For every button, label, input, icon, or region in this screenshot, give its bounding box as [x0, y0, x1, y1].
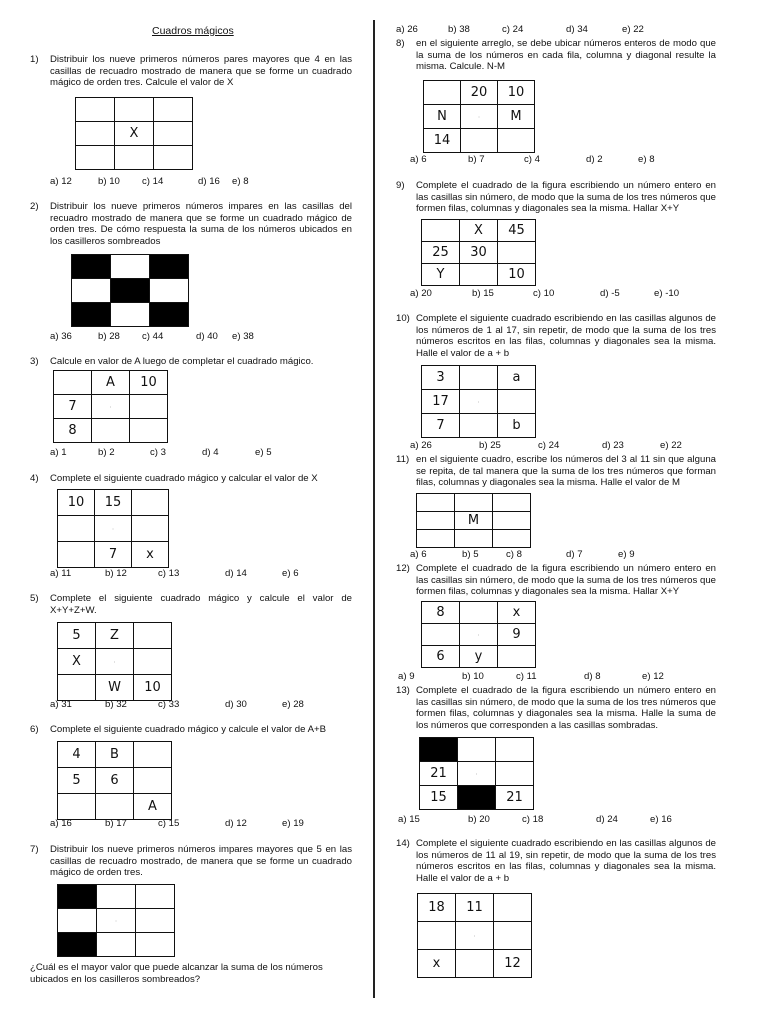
grid-cell: 10: [498, 81, 535, 105]
grid-cell: [460, 366, 498, 390]
grid-row: [58, 768, 172, 794]
grid-cell: Y: [422, 264, 460, 286]
answer-option[interactable]: a) 20: [410, 288, 432, 299]
answer-option[interactable]: a) 1: [50, 447, 67, 458]
grid-row: [58, 885, 175, 909]
answer-option[interactable]: a) 36: [50, 331, 72, 342]
grid-cell: [72, 279, 111, 303]
problem-4: [30, 473, 352, 485]
answer-option[interactable]: c) 44: [142, 331, 164, 342]
grid-cell: [92, 395, 130, 419]
answer-option[interactable]: a) 16: [50, 818, 72, 829]
answer-option[interactable]: e) 22: [622, 24, 644, 35]
answer-option[interactable]: a) 15: [398, 814, 420, 825]
grid-cell: [422, 220, 460, 242]
shaded-cell: [458, 786, 496, 810]
grid-cell: 17: [422, 390, 460, 414]
grid-cell: X: [115, 122, 154, 146]
answer-option[interactable]: e) 12: [642, 671, 664, 682]
problem-12: [396, 563, 716, 598]
answer-option[interactable]: a) 26: [410, 440, 432, 451]
problem-number: 4): [30, 473, 39, 484]
grid-cell: [494, 894, 532, 922]
grid-cell: M: [455, 512, 493, 530]
grid-cell: [460, 602, 498, 624]
grid-cell: 15: [95, 490, 132, 516]
grid-cell: [136, 933, 175, 957]
grid-cell: X: [460, 220, 498, 242]
grid-cell: 4: [58, 742, 96, 768]
problem-text: Complete el cuadrado de la figura escribiendo un número entero en las casillas sin número, de modo que la suma de los tres números que formen filas, columnas y diagonales sea la misma. Halle la suma de los números que corresponden a las casillas sombradas.: [416, 685, 716, 732]
answer-option[interactable]: b) 28: [98, 331, 120, 342]
grid-row: [58, 675, 172, 701]
shaded-cell: [150, 255, 189, 279]
problem-13: [396, 685, 716, 732]
grid-cell: [134, 623, 172, 649]
answer-option[interactable]: e) 6: [282, 568, 299, 579]
magic-square: [416, 493, 531, 548]
grid-row: [422, 390, 536, 414]
grid-cell: [493, 494, 531, 512]
answer-option[interactable]: d) 40: [196, 331, 218, 342]
answer-option[interactable]: e) 22: [660, 440, 682, 451]
problem-1: [30, 54, 352, 89]
magic-square: [53, 370, 168, 443]
answer-option[interactable]: a) 31: [50, 699, 72, 710]
problem-text: Complete el siguiente cuadrado mágico y calcule el valor de X+Y+Z+W.: [50, 593, 352, 616]
answer-option[interactable]: e) 8: [638, 154, 655, 165]
answer-option[interactable]: c) 24: [538, 440, 560, 451]
grid-cell: [58, 794, 96, 820]
answer-option[interactable]: b) 10: [462, 671, 484, 682]
problem-7-question: ¿Cuál es el mayor valor que puede alcanzar la suma de los números ubicados en los casilleros sombreados?: [30, 962, 323, 985]
grid-cell: [456, 950, 494, 978]
grid-row: [422, 624, 536, 646]
grid-cell: [134, 742, 172, 768]
problem-number: 1): [30, 54, 39, 65]
answer-option[interactable]: e) 19: [282, 818, 304, 829]
problem-3: [30, 356, 352, 368]
grid-row: [417, 512, 531, 530]
problem-text: en el siguiente cuadro, escribe los números del 3 al 11 sin que alguna se repita, de tal manera que la suma de los tres números que forman filas, columnas y diagonales sea la misma. Halle el valor de M: [416, 454, 716, 489]
grid-cell: 8: [54, 419, 92, 443]
grid-cell: [154, 146, 193, 170]
answer-option[interactable]: a) 12: [50, 176, 72, 187]
grid-cell: [76, 98, 115, 122]
shaded-square: [71, 254, 189, 327]
grid-cell: [493, 530, 531, 548]
problem-text: Complete el cuadrado de la figura escribiendo un número entero en las casillas sin número, de modo que la suma de los tres números que formen filas, columnas y diagonales sea la misma. Hallar X+Y: [416, 180, 716, 215]
grid-row: [58, 933, 175, 957]
grid-cell: [111, 303, 150, 327]
grid-cell: M: [498, 105, 535, 129]
grid-row: [58, 794, 172, 820]
magic-square: [57, 622, 172, 701]
grid-cell: [460, 414, 498, 438]
grid-cell: [58, 909, 97, 933]
grid-cell: [92, 419, 130, 443]
magic-square: [417, 893, 532, 978]
grid-cell: [130, 395, 168, 419]
grid-cell: 6: [96, 768, 134, 794]
grid-row: [76, 98, 193, 122]
page-title: Cuadros mágicos: [152, 25, 234, 37]
problem-9: [396, 180, 716, 215]
grid-cell: [150, 279, 189, 303]
answer-option[interactable]: d) 2: [586, 154, 603, 165]
grid-row: [54, 395, 168, 419]
grid-cell: [458, 738, 496, 762]
grid-cell: 5: [58, 768, 96, 794]
grid-row: [58, 490, 169, 516]
answer-option[interactable]: a) 6: [410, 549, 427, 560]
answer-option[interactable]: a) 6: [410, 154, 427, 165]
problem-text: Distribuir los nueve primeros números impares mayores que 5 en las casillas de recuadro mostrado, de manera que se forme un cuadrado mágico de orden tres.: [50, 844, 352, 879]
answer-option[interactable]: c) 10: [533, 288, 555, 299]
grid-row: [422, 366, 536, 390]
answer-option[interactable]: b) 38: [448, 24, 470, 35]
problem-11: [396, 454, 716, 489]
answer-option[interactable]: c) 33: [158, 699, 180, 710]
answer-option[interactable]: d) 34: [566, 24, 588, 35]
grid-cell: A: [92, 371, 130, 395]
grid-cell: [97, 909, 136, 933]
answer-option[interactable]: d) 14: [225, 568, 247, 579]
grid-cell: [58, 542, 95, 568]
magic-square: [57, 489, 169, 568]
grid-row: [420, 762, 534, 786]
grid-row: [418, 894, 532, 922]
answer-option[interactable]: d) -5: [600, 288, 620, 299]
grid-cell: y: [460, 646, 498, 668]
grid-cell: [417, 530, 455, 548]
problem-text: en el siguiente arreglo, se debe ubicar números enteros de modo que la suma de los números en cada fila, columna y diagonal resulte la misma. Calcule. N-M: [416, 38, 716, 73]
grid-cell: [76, 146, 115, 170]
grid-cell: [460, 624, 498, 646]
grid-row: [422, 646, 536, 668]
grid-cell: [498, 242, 536, 264]
grid-cell: 8: [422, 602, 460, 624]
grid-cell: 14: [424, 129, 461, 153]
problem-number: 14): [396, 838, 410, 849]
magic-square: [423, 80, 535, 153]
grid-cell: 45: [498, 220, 536, 242]
grid-cell: A: [134, 794, 172, 820]
problem-number: 10): [396, 313, 410, 324]
grid-cell: W: [96, 675, 134, 701]
answer-option[interactable]: b) 2: [98, 447, 115, 458]
grid-cell: [424, 81, 461, 105]
problem-text: Complete el siguiente cuadrado escribiendo en las casillas algunos de los números de 1 al 17, sin repetir, de modo que la suma de los tres números escritos en las filas, columnas y diagonales sea la misma. Halle el valor de a + b: [416, 313, 716, 360]
problem-number: 11): [396, 454, 410, 465]
shaded-cell: [58, 933, 97, 957]
shaded-cell: [111, 279, 150, 303]
grid-row: [422, 264, 536, 286]
grid-row: [58, 649, 172, 675]
answer-option[interactable]: d) 12: [225, 818, 247, 829]
grid-cell: 9: [498, 624, 536, 646]
grid-cell: 10: [134, 675, 172, 701]
grid-cell: 3: [422, 366, 460, 390]
answer-option[interactable]: d) 30: [225, 699, 247, 710]
problem-text: Complete el cuadrado de la figura escribiendo un número entero en las casillas sin número, de modo que la suma de los tres números que formen filas, columnas y diagonales sea la misma. Hallar X+Y: [416, 563, 716, 598]
grid-cell: [496, 738, 534, 762]
column-divider: [373, 20, 375, 998]
grid-cell: a: [498, 366, 536, 390]
grid-cell: [458, 762, 496, 786]
answer-option[interactable]: d) 8: [584, 671, 601, 682]
grid-cell: b: [498, 414, 536, 438]
answer-option[interactable]: c) 14: [142, 176, 164, 187]
grid-cell: x: [418, 950, 456, 978]
grid-row: [58, 909, 175, 933]
answer-option[interactable]: b) 20: [468, 814, 490, 825]
grid-cell: [95, 516, 132, 542]
answer-option[interactable]: c) 3: [150, 447, 166, 458]
answer-option[interactable]: a) 26: [396, 24, 418, 35]
problem-number: 13): [396, 685, 410, 696]
grid-cell: [97, 933, 136, 957]
magic-square: [75, 97, 193, 170]
grid-cell: 7: [422, 414, 460, 438]
problem-14: [396, 838, 716, 885]
grid-cell: [154, 98, 193, 122]
answer-option[interactable]: d) 7: [566, 549, 583, 560]
grid-row: [58, 742, 172, 768]
problem-7: [30, 844, 352, 879]
grid-cell: 21: [420, 762, 458, 786]
grid-cell: 21: [496, 786, 534, 810]
magic-square: [419, 737, 534, 810]
problem-text: Complete el siguiente cuadrado escribiendo en las casillas algunos de los números de 11 al 19, sin repetir, de modo que la suma de los tres números escritos en las filas, columnas y diagonales sea la misma. Halle el valor de a + b: [416, 838, 716, 885]
grid-cell: 15: [420, 786, 458, 810]
grid-cell: [96, 649, 134, 675]
grid-cell: [493, 512, 531, 530]
grid-cell: 10: [130, 371, 168, 395]
grid-row: [54, 371, 168, 395]
grid-cell: [130, 419, 168, 443]
grid-cell: [417, 512, 455, 530]
answer-option[interactable]: d) 23: [602, 440, 624, 451]
answer-option[interactable]: b) 12: [105, 568, 127, 579]
grid-row: [420, 786, 534, 810]
magic-square: [421, 219, 536, 286]
magic-square: [421, 601, 536, 668]
grid-cell: [154, 122, 193, 146]
shaded-square: [57, 884, 175, 957]
grid-row: [422, 414, 536, 438]
answer-option[interactable]: b) 15: [472, 288, 494, 299]
problem-text: Calcule en valor de A luego de completar el cuadrado mágico.: [50, 356, 314, 367]
grid-cell: N: [424, 105, 461, 129]
grid-row: [417, 494, 531, 512]
grid-cell: [461, 129, 498, 153]
problem-text: Distribuir los nueve primeros números impares en las casillas del recuadro mostrado de manera que se forme un cuadrado mágico de orden tres. De cómo respuesta la suma de los números ubicados en los casilleros sombreados: [50, 201, 352, 248]
grid-cell: 10: [498, 264, 536, 286]
problem-text: Distribuir los nueve primeros números pares mayores que 4 en las casillas de recuadro mostrado de manera que se forme un cuadrado mágico de orden tres. Calcule el valor de X: [50, 54, 352, 89]
answer-option[interactable]: a) 11: [50, 568, 72, 579]
grid-cell: [456, 922, 494, 950]
grid-cell: 25: [422, 242, 460, 264]
grid-cell: 7: [54, 395, 92, 419]
grid-cell: [455, 494, 493, 512]
grid-cell: 12: [494, 950, 532, 978]
answer-option[interactable]: e) -10: [654, 288, 680, 299]
grid-cell: [136, 909, 175, 933]
problem-number: 7): [30, 844, 39, 855]
grid-row: [417, 530, 531, 548]
answer-option[interactable]: c) 13: [158, 568, 180, 579]
grid-row: [424, 105, 535, 129]
grid-cell: [132, 516, 169, 542]
grid-row: [422, 242, 536, 264]
answer-option[interactable]: e) 28: [282, 699, 304, 710]
grid-cell: [496, 762, 534, 786]
answer-option[interactable]: b) 32: [105, 699, 127, 710]
grid-cell: [136, 885, 175, 909]
grid-row: [418, 950, 532, 978]
answer-option[interactable]: b) 10: [98, 176, 120, 187]
answer-option[interactable]: b) 7: [468, 154, 485, 165]
grid-row: [424, 129, 535, 153]
grid-cell: [418, 922, 456, 950]
grid-cell: Z: [96, 623, 134, 649]
grid-cell: [498, 129, 535, 153]
grid-cell: [111, 255, 150, 279]
grid-row: [72, 303, 189, 327]
answer-option[interactable]: d) 24: [596, 814, 618, 825]
grid-cell: [460, 390, 498, 414]
answer-option[interactable]: d) 16: [198, 176, 220, 187]
grid-cell: x: [498, 602, 536, 624]
magic-square: [421, 365, 536, 438]
grid-cell: [494, 922, 532, 950]
answer-option[interactable]: b) 5: [462, 549, 479, 560]
grid-cell: [422, 624, 460, 646]
grid-row: [54, 419, 168, 443]
grid-row: [422, 220, 536, 242]
grid-cell: [498, 390, 536, 414]
grid-row: [424, 81, 535, 105]
grid-cell: [132, 490, 169, 516]
answer-option[interactable]: b) 17: [105, 818, 127, 829]
grid-cell: 18: [418, 894, 456, 922]
magic-square: [57, 741, 172, 820]
answer-option[interactable]: d) 4: [202, 447, 219, 458]
answer-option[interactable]: e) 8: [232, 176, 249, 187]
grid-cell: 7: [95, 542, 132, 568]
grid-cell: B: [96, 742, 134, 768]
shaded-cell: [72, 303, 111, 327]
answer-option[interactable]: e) 38: [232, 331, 254, 342]
grid-cell: X: [58, 649, 96, 675]
problem-number: 2): [30, 201, 39, 212]
grid-row: [420, 738, 534, 762]
grid-cell: [58, 516, 95, 542]
grid-cell: x: [132, 542, 169, 568]
shaded-cell: [72, 255, 111, 279]
grid-cell: [115, 98, 154, 122]
grid-cell: [96, 794, 134, 820]
grid-cell: [460, 264, 498, 286]
problem-10: [396, 313, 716, 360]
grid-cell: [54, 371, 92, 395]
grid-cell: [97, 885, 136, 909]
grid-cell: [76, 122, 115, 146]
problem-number: 9): [396, 180, 405, 191]
grid-row: [72, 279, 189, 303]
shaded-cell: [420, 738, 458, 762]
grid-cell: 5: [58, 623, 96, 649]
grid-row: [76, 122, 193, 146]
grid-cell: [115, 146, 154, 170]
grid-cell: 10: [58, 490, 95, 516]
problem-text: Complete el siguiente cuadrado mágico y calcule el valor de A+B: [50, 724, 326, 735]
problem-6: [30, 724, 352, 736]
grid-cell: 20: [461, 81, 498, 105]
answer-option[interactable]: c) 18: [522, 814, 544, 825]
problem-number: 12): [396, 563, 410, 574]
grid-cell: 6: [422, 646, 460, 668]
answer-option[interactable]: b) 25: [479, 440, 501, 451]
shaded-cell: [58, 885, 97, 909]
grid-cell: 30: [460, 242, 498, 264]
grid-cell: [134, 649, 172, 675]
shaded-cell: [150, 303, 189, 327]
problem-8: [396, 38, 716, 73]
problem-text: Complete el siguiente cuadrado mágico y calcular el valor de X: [50, 473, 318, 484]
grid-cell: [455, 530, 493, 548]
problem-number: 5): [30, 593, 39, 604]
grid-row: [72, 255, 189, 279]
grid-cell: [417, 494, 455, 512]
answer-option[interactable]: c) 11: [516, 671, 537, 682]
grid-cell: 11: [456, 894, 494, 922]
grid-row: [418, 922, 532, 950]
problem-number: 8): [396, 38, 405, 49]
grid-cell: [134, 768, 172, 794]
answer-option[interactable]: c) 15: [158, 818, 180, 829]
grid-row: [422, 602, 536, 624]
grid-cell: [461, 105, 498, 129]
grid-row: [58, 542, 169, 568]
grid-cell: [498, 646, 536, 668]
answer-option[interactable]: e) 16: [650, 814, 672, 825]
problem-5: [30, 593, 352, 616]
answer-option[interactable]: c) 4: [524, 154, 540, 165]
problem-number: 3): [30, 356, 39, 367]
grid-row: [76, 146, 193, 170]
answer-option[interactable]: c) 8: [506, 549, 522, 560]
answer-option[interactable]: c) 24: [502, 24, 524, 35]
answer-option[interactable]: e) 5: [255, 447, 272, 458]
grid-row: [58, 623, 172, 649]
grid-row: [58, 516, 169, 542]
grid-cell: [58, 675, 96, 701]
answer-option[interactable]: e) 9: [618, 549, 635, 560]
problem-2: [30, 201, 352, 248]
answer-option[interactable]: a) 9: [398, 671, 415, 682]
problem-number: 6): [30, 724, 39, 735]
